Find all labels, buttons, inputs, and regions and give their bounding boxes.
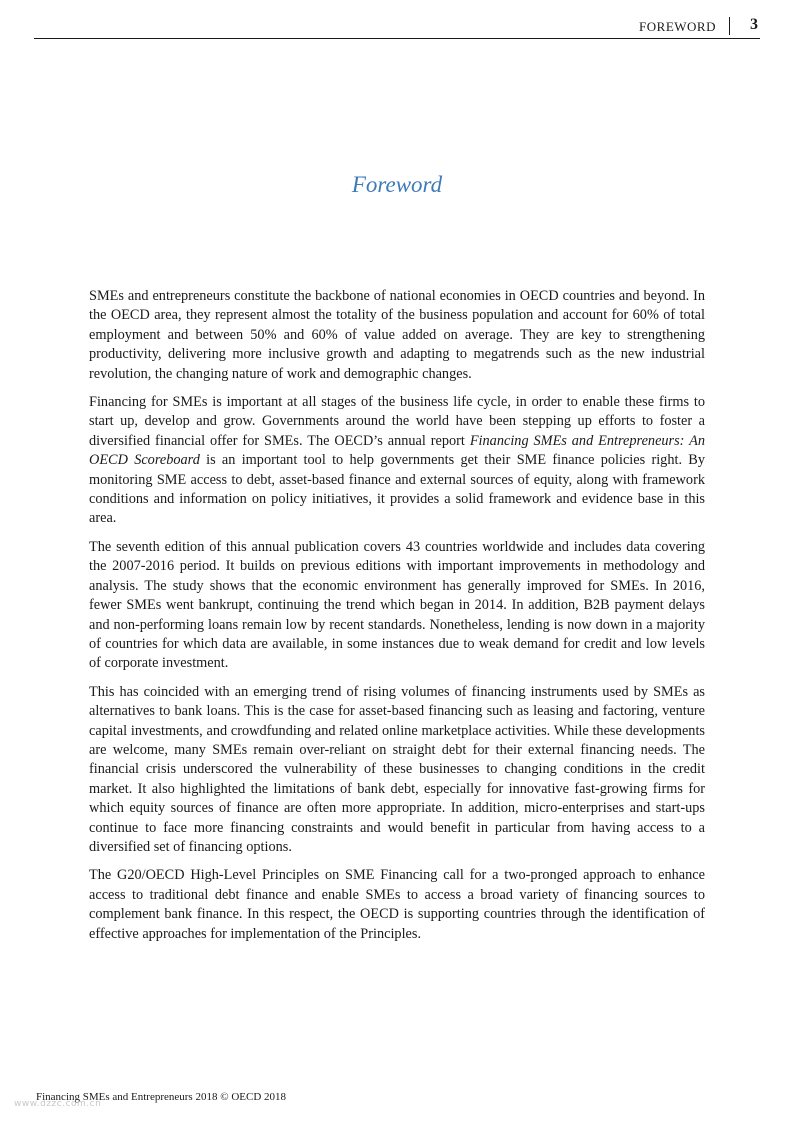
header-section-title: FOREWORD: [639, 19, 716, 34]
header-divider: [729, 17, 730, 35]
paragraph-5: The G20/OECD High-Level Principles on SME Financing call for a two-pronged approach to enhance access to traditional debt finance and enable SMEs to access a broad variety of financing sources to complement bank finance. In this respect, the OECD is supporting countries through the identification of effective approaches for implementation of the Principles.: [89, 867, 705, 942]
paragraph-2-text-after: is an important tool to help governments get their SME finance policies right. By monitoring SME access to debt, asset-based finance and external sources of equity, along with framework conditions and information on policy initiatives, it provides a solid framework and evidence base in this area.: [89, 452, 705, 527]
paragraph-2-text-before: Financing for SMEs is important at all stages of the business life cycle, in order to enable these firms to start up, develop and grow. Governments around the world have been stepping up efforts to foster a diversified financial offer for SMEs. The OECD’s annual report: [89, 394, 705, 449]
report-title-italic: Financing SMEs and Entrepreneurs: An OECD Scoreboard: [89, 432, 705, 469]
running-header: [34, 16, 760, 39]
paragraph-1: SMEs and entrepreneurs constitute the backbone of national economies in OECD countries and beyond. In the OECD area, they represent almost the totality of the business population and account for 60% of total employment and between 50% and 60% of value added on average. They are key to strengthening productivity, delivering more inclusive growth and adapting to megatrends such as the new industrial revolution, the changing nature of work and demographic changes.: [89, 288, 705, 382]
page-title: Foreword: [351, 172, 443, 197]
page-footer: Financing SMEs and Entrepreneurs 2018 © OECD 2018: [36, 1091, 287, 1103]
body-text: [89, 287, 705, 953]
paragraph-4: This has coincided with an emerging trend of rising volumes of financing instruments used by SMEs as alternatives to bank loans. This is the case for asset-based financing such as leasing and factoring, venture capital investments, and crowdfunding and related online marketplace activities. While these developments are welcome, many SMEs remain over-reliant on straight debt for their external financing needs. The financial crisis underscored the vulnerability of these businesses to changing conditions in the credit market. It also highlighted the limitations of bank debt, especially for innovative fast-growing firms for which equity sources of finance are often more appropriate. In addition, micro-enterprises and start-ups continue to face more financing constraints and would benefit in particular from having access to a diversified set of financing options.: [89, 683, 705, 855]
watermark: www.dzzc.com.cn: [14, 1099, 102, 1109]
page-number: 3: [750, 16, 758, 33]
paragraph-3: The seventh edition of this annual publication covers 43 countries worldwide and includes data covering the 2007-2016 period. It builds on previous editions with important improvements in methodology and analysis. The study shows that the economic environment has generally improved for SMEs. In 2016, fewer SMEs went bankrupt, continuing the trend which began in 2014. In addition, B2B payment delays and non-performing loans remain low by recent standards. Nonetheless, lending is now down in a majority of countries for which data are available, in some instances due to weak demand for credit and low levels of corporate investment.: [89, 538, 705, 672]
paragraph-2: [89, 393, 705, 529]
